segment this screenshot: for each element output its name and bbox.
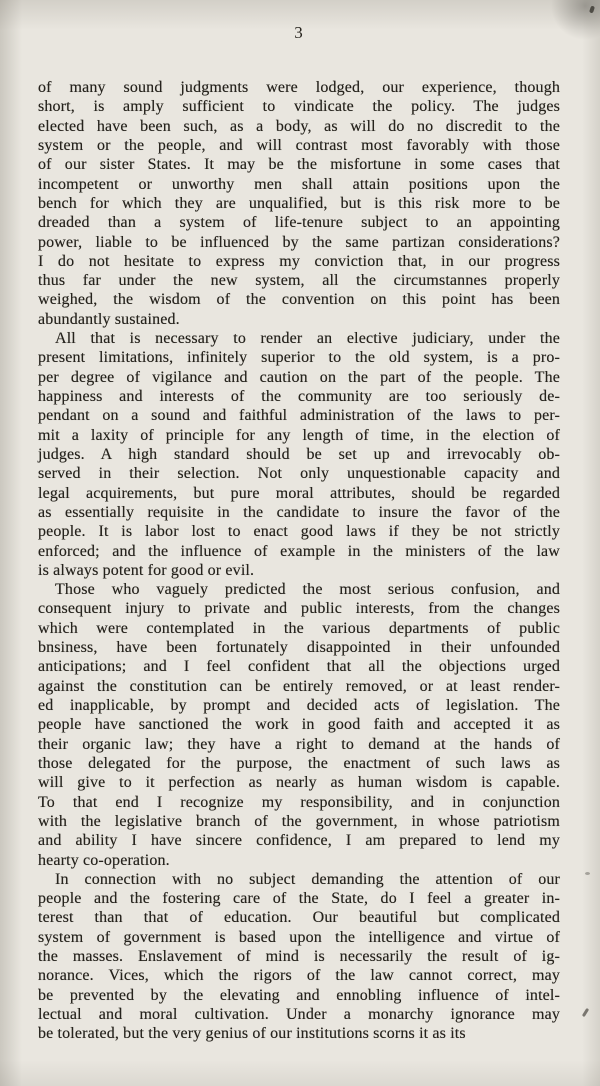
text-line: Those who vaguely predicted the most serious confusion, and <box>55 581 560 599</box>
page-number: 3 <box>294 23 304 42</box>
paragraph <box>38 870 560 1044</box>
text-line: and ability I have sincere confidence, I am prepared to lend my <box>38 832 560 850</box>
text-line: terest than that of education. Our beautiful but complicated <box>38 909 560 927</box>
text-line: be prevented by the elevating and ennobling influence of intel- <box>38 986 560 1004</box>
text-line: bnsiness, have been fortunately disappointed in their unfounded <box>38 639 560 657</box>
text-line: norance. Vices, which the rigors of the law cannot correct, may <box>38 967 560 985</box>
paragraph <box>38 580 560 870</box>
text-line: people have sanctioned the work in good faith and accepted it as <box>38 716 560 734</box>
text-line: of our sister States. It may be the misfortune in some cases that <box>38 156 560 174</box>
text-line: people. It is labor lost to enact good laws if they be not strictly <box>38 523 560 541</box>
text-line: people and the fostering care of the State, do I feel a greater in- <box>38 890 560 908</box>
text-line: ed inapplicable, by prompt and decided acts of legislation. The <box>38 697 560 714</box>
text-line: be tolerated, but the very genius of our institutions scorns it as its <box>38 1025 466 1043</box>
text-line: dreaded than a system of life-tenure subject to an appointing <box>38 214 560 232</box>
paragraph <box>38 329 560 580</box>
text-line: served in their selection. Not only unquestionable capacity and <box>38 465 560 483</box>
text-line: judges. A high standard should be set up and irrevocably ob- <box>38 445 560 463</box>
text-line: happiness and interests of the community are too seriously de- <box>38 388 560 405</box>
text-line: enforced; and the influence of example in the ministers of the law <box>38 542 560 560</box>
text-line: mit a laxity of principle for any length of time, in the election of <box>38 426 560 444</box>
scan-artifact <box>589 6 595 14</box>
text-line: I do not hesitate to express my conviction that, in our progress <box>38 252 560 270</box>
text-line: In connection with no subject demanding the attention of our <box>55 870 560 888</box>
text-line: the masses. Enslavement of mind is necessarily the result of ig- <box>38 948 560 966</box>
text-line: system or the people, and will contrast most favorably with those <box>38 136 560 154</box>
text-line: thus far under the new system, all the circumstannes properly <box>38 272 560 290</box>
paragraph <box>38 78 560 329</box>
text-line: bench for which they are unqualified, but is this risk more to be <box>38 194 560 212</box>
text-line: legal acquirements, but pure moral attributes, should be regarded <box>38 484 560 502</box>
text-line: abundantly sustained. <box>38 310 180 328</box>
scan-artifact <box>585 872 590 875</box>
text-line: present limitations, infinitely superior to the old system, is a pro- <box>38 349 560 367</box>
text-line: incompetent or unworthy men shall attain positions upon the <box>38 175 560 193</box>
text-line: All that is necessary to render an elective judiciary, under the <box>55 330 560 348</box>
text-line: is always potent for good or evil. <box>38 561 255 579</box>
text-line: anticipations; and I feel confident that all the objections urged <box>38 658 560 676</box>
text-line: which were contemplated in the various departments of public <box>38 619 560 637</box>
text-line: of many sound judgments were lodged, our experience, though <box>38 79 560 96</box>
text-line: short, is amply sufficient to vindicate the policy. The judges <box>38 98 560 116</box>
text-line: consequent injury to private and public interests, from the changes <box>38 600 560 618</box>
text-line: against the constitution can be entirely removed, or at least render- <box>38 677 560 695</box>
text-line: as essentially requisite in the candidate to insure the favor of the <box>38 503 560 521</box>
text-line: lectual and moral cultivation. Under a monarchy ignorance may <box>38 1006 560 1023</box>
text-line: with the legislative branch of the government, in whose patriotism <box>38 812 560 830</box>
text-line: weighed, the wisdom of the convention on this point has been <box>38 291 560 309</box>
text-line: system of government is based upon the intelligence and virtue of <box>38 928 560 946</box>
text-block <box>38 78 560 1044</box>
text-line: pendant on a sound and faithful administration of the laws to per- <box>38 407 560 425</box>
text-line: those delegated for the purpose, the enactment of such laws as <box>38 754 560 772</box>
text-line: elected have been such, as a body, as will do no discredit to the <box>38 117 560 135</box>
text-line: their organic law; they have a right to demand at the hands of <box>38 735 560 753</box>
text-line: per degree of vigilance and caution on the part of the people. The <box>38 368 560 386</box>
text-line: will give to it perfection as nearly as human wisdom is capable. <box>38 774 560 792</box>
text-line: To that end I recognize my responsibility, and in conjunction <box>38 793 560 811</box>
text-line: hearty co-operation. <box>38 851 170 869</box>
text-line: power, liable to be influenced by the same partizan considerations? <box>38 233 560 251</box>
scan-artifact <box>582 1008 589 1017</box>
